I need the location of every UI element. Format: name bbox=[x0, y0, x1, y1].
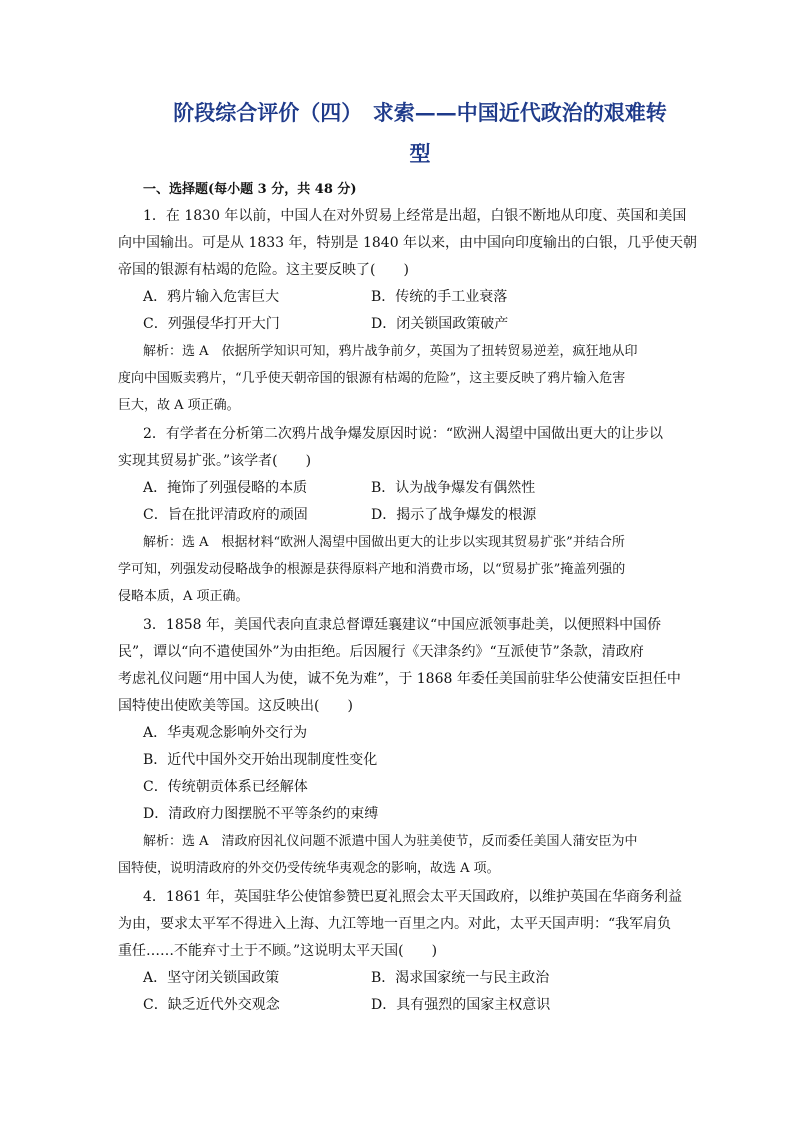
question-3-explanation: 解析：选 A 清政府因礼仪问题不派遣中国人为驻美使节，反而委任美国人蒲安臣为中 bbox=[143, 834, 638, 849]
question-4-line: 重任……不能弃寸土于不顾。”这说明太平天国( ) bbox=[118, 943, 438, 959]
question-3-option-d: D．清政府力图摆脱不平等条约的束缚 bbox=[143, 806, 379, 822]
question-3-option-c: C．传统朝贡体系已经解体 bbox=[143, 779, 308, 795]
page-title: 阶段综合评价（四） 求索——中国近代政治的艰难转 bbox=[173, 100, 667, 125]
question-3-explanation: 国特使，说明清政府的外交仍受传统华夷观念的影响，故选 A 项。 bbox=[118, 861, 500, 876]
question-2-option-b: B．认为战争爆发有偶然性 bbox=[371, 480, 536, 496]
question-4-option-c: C．缺乏近代外交观念 bbox=[143, 997, 280, 1013]
question-2-option-d: D．揭示了战争爆发的根源 bbox=[371, 507, 537, 523]
question-1-option-b: B．传统的手工业衰落 bbox=[371, 289, 508, 305]
question-1-explanation: 度向中国贩卖鸦片，“几乎使天朝帝国的银源有枯竭的危险”，这主要反映了鸦片输入危害 bbox=[118, 371, 626, 386]
question-4-line: 为由，要求太平军不得进入上海、九江等地一百里之内。对此，太平天国声明：“我军肩负 bbox=[118, 916, 672, 932]
question-4-option-a: A．坚守闭关锁国政策 bbox=[143, 970, 280, 986]
question-2-explanation: 侵略本质，A 项正确。 bbox=[118, 589, 249, 604]
question-1-explanation: 巨大，故 A 项正确。 bbox=[118, 398, 240, 413]
question-1-option-c: C．列强侵华打开大门 bbox=[143, 316, 280, 332]
question-2-explanation: 学可知，列强发动侵略战争的根源是获得原料产地和消费市场，以“贸易扩张”掩盖列强的 bbox=[118, 562, 626, 577]
question-3-line: 3．1858 年，美国代表向直隶总督谭廷襄建议“中国应派领事赴美，以便照料中国侨 bbox=[143, 617, 662, 633]
question-2-explanation: 解析：选 A 根据材料“欧洲人渴望中国做出更大的让步以实现其贸易扩张”并结合所 bbox=[143, 535, 625, 550]
page-title-continued: 型 bbox=[409, 141, 431, 166]
question-1-line: 向中国输出。可是从 1833 年，特别是 1840 年以来，由中国向印度输出的白银，几乎使天朝 bbox=[118, 235, 698, 251]
question-3-line: 国特使出使欧美等国。这反映出( ) bbox=[118, 698, 353, 714]
question-2-option-c: C．旨在批评清政府的顽固 bbox=[143, 507, 308, 523]
question-4-option-b: B．渴求国家统一与民主政治 bbox=[371, 970, 550, 986]
question-2-option-a: A．掩饰了列强侵略的本质 bbox=[143, 480, 308, 496]
section-heading: 一、选择题(每小题 3 分，共 48 分) bbox=[143, 182, 357, 197]
question-3-line: 民”，谭以“向不遣使国外”为由拒绝。后因履行《天津条约》“互派使节”条款，清政府 bbox=[118, 644, 644, 660]
question-4-option-d: D．具有强烈的国家主权意识 bbox=[371, 997, 551, 1013]
question-1-option-d: D．闭关锁国政策破产 bbox=[371, 316, 509, 332]
question-1-line: 1．在 1830 年以前，中国人在对外贸易上经常是出超，白银不断地从印度、英国和美国 bbox=[143, 208, 687, 224]
question-2-line: 实现其贸易扩张。”该学者( ) bbox=[118, 453, 312, 469]
question-1-explanation: 解析：选 A 依据所学知识可知，鸦片战争前夕，英国为了扭转贸易逆差，疯狂地从印 bbox=[143, 344, 638, 359]
question-4-line: 4．1861 年，英国驻华公使馆参赞巴夏礼照会太平天国政府，以维护英国在华商务利益 bbox=[143, 889, 682, 905]
question-1-line: 帝国的银源有枯竭的危险。这主要反映了( ) bbox=[118, 262, 409, 278]
question-3-line: 考虑礼仪问题“用中国人为使，诚不免为难”，于 1868 年委任美国前驻华公使蒲安臣担任中 bbox=[118, 671, 681, 687]
question-2-line: 2．有学者在分析第二次鸦片战争爆发原因时说：“欧洲人渴望中国做出更大的让步以 bbox=[143, 426, 664, 442]
question-3-option-b: B．近代中国外交开始出现制度性变化 bbox=[143, 752, 378, 768]
question-1-option-a: A．鸦片输入危害巨大 bbox=[143, 289, 280, 305]
question-3-option-a: A．华夷观念影响外交行为 bbox=[143, 725, 308, 741]
